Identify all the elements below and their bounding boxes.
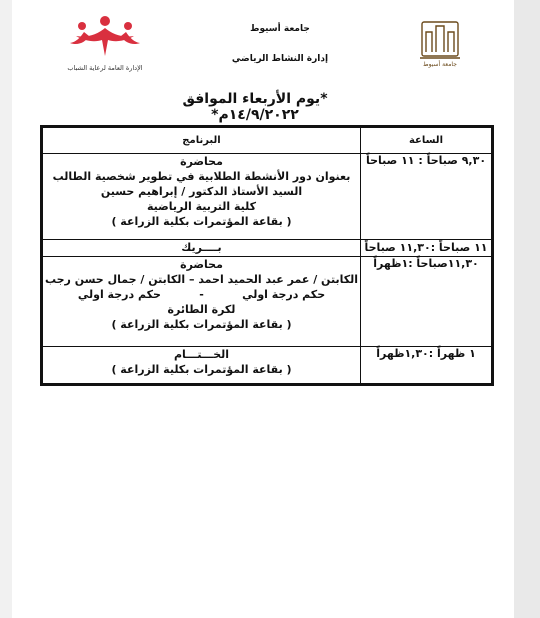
logo-left-caption: الإدارة العامة لرعاية الشباب (67, 64, 143, 72)
program-line: الكابتن / عمر عبد الحميد احمد – الكابتن / جمال حسن رجب (44, 273, 359, 286)
day-title: *يوم الأربعاء الموافق ١٤/٩/٢٠٢٢م* (182, 91, 328, 123)
program-column-header: البرنامج (42, 127, 361, 154)
right-margin (514, 0, 540, 618)
program-line: ( بقاعة المؤتمرات بكلية الزراعة ) (111, 318, 292, 331)
logo-right-caption: جامعة أسيوط (423, 61, 457, 68)
program-line: حكم درجة اولي - حكم درجة اولي (77, 288, 326, 301)
department-name: إدارة النشاط الرياضي (231, 54, 329, 64)
program-cell (42, 347, 361, 385)
program-line: بــــريك (181, 241, 222, 254)
table-row (42, 240, 493, 257)
left-margin (0, 0, 12, 618)
program-line: محاضرة (180, 258, 223, 271)
time-cell: ١ ظهراً :١,٣٠ظهراً (361, 347, 493, 385)
program-cell (42, 154, 361, 240)
program-line: الخـــتـــام (173, 348, 230, 361)
time-cell: ١١ صباحاً :١١,٣٠ صباحاً (361, 240, 493, 257)
program-line: محاضرة (180, 155, 223, 168)
table-row (42, 154, 493, 240)
program-line: ( بقاعة المؤتمرات بكلية الزراعة ) (111, 215, 292, 228)
program-line: بعنوان دور الأنشطة الطلابية في تطوير شخصية الطالب (52, 170, 351, 183)
program-line: لكرة الطائرة (167, 303, 236, 316)
table-row (42, 257, 493, 347)
program-line: ( بقاعة المؤتمرات بكلية الزراعة ) (111, 363, 292, 376)
time-cell: ١١,٣٠صباحاً :١ظهراً (361, 257, 493, 347)
program-cell (42, 240, 361, 257)
program-line: السيد الأستاذ الدكتور / إبراهيم حسين (100, 185, 303, 198)
time-column-header: الساعة (361, 127, 493, 154)
youth-care-logo-icon (62, 12, 148, 74)
schedule-table (40, 125, 494, 386)
university-name: جامعة أسيوط (250, 24, 310, 34)
university-logo-icon (412, 16, 468, 68)
program-line: كلية التربية الرياضية (146, 200, 257, 213)
time-cell: ٩,٣٠ صباحاً : ١١ صباحاً (361, 154, 493, 240)
table-header-row (42, 127, 493, 154)
program-cell (42, 257, 361, 347)
table-row (42, 347, 493, 385)
